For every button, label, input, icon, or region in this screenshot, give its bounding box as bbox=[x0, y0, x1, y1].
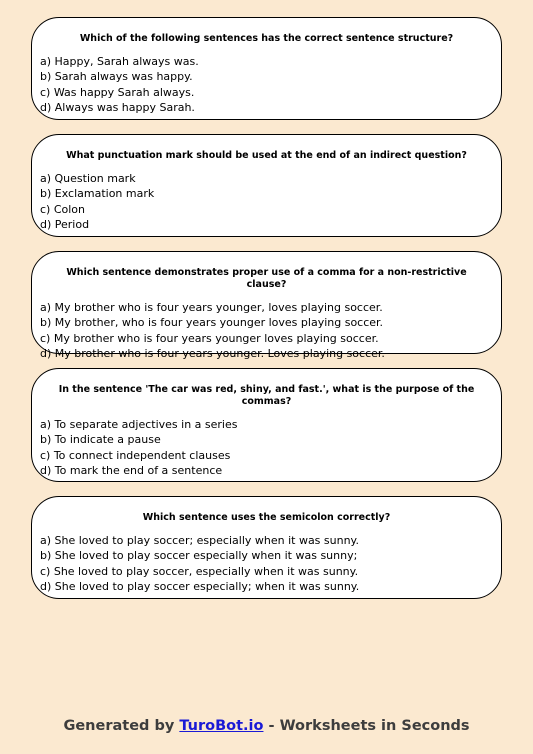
answer-option-d: d) Period bbox=[40, 217, 90, 231]
answer-options bbox=[32, 171, 501, 232]
answer-option-d: d) My brother who is four years younger. Loves playing soccer. bbox=[40, 346, 385, 360]
question-card-5 bbox=[31, 496, 502, 599]
turobot-link[interactable]: TuroBot.io bbox=[179, 718, 264, 734]
answer-option-b: b) Sarah always was happy. bbox=[40, 70, 193, 84]
answer-option-b: b) Exclamation mark bbox=[40, 187, 155, 201]
footer-prefix: Generated by bbox=[63, 718, 180, 734]
answer-option-a: a) She loved to play soccer; especially when it was sunny. bbox=[40, 534, 359, 547]
answer-option-d: d) Always was happy Sarah. bbox=[40, 100, 195, 114]
answer-option-d: d) To mark the end of a sentence bbox=[40, 463, 223, 477]
answer-option-c: c) My brother who is four years younger loves playing soccer. bbox=[40, 331, 379, 345]
answer-options bbox=[32, 54, 501, 115]
question-text: In the sentence 'The car was red, shiny, and fast.', what is the purpose of the commas? bbox=[58, 384, 475, 407]
answer-option-c: c) To connect independent clauses bbox=[40, 448, 231, 462]
answer-option-b: b) My brother, who is four years younger loves playing soccer. bbox=[40, 316, 384, 330]
question-card-2 bbox=[31, 134, 502, 237]
answer-options bbox=[32, 417, 501, 478]
question-card-1 bbox=[31, 17, 502, 120]
answer-option-a: a) Happy, Sarah always was. bbox=[40, 55, 199, 68]
footer bbox=[0, 718, 533, 734]
answer-option-a: a) To separate adjectives in a series bbox=[40, 418, 238, 431]
answer-option-c: c) She loved to play soccer, especially when it was sunny. bbox=[40, 564, 359, 578]
answer-option-c: c) Was happy Sarah always. bbox=[40, 85, 195, 99]
question-text: Which sentence demonstrates proper use of a comma for a non-restrictive clause? bbox=[66, 267, 467, 290]
question-text: Which sentence uses the semicolon correctly? bbox=[142, 512, 391, 523]
answer-options bbox=[32, 300, 501, 361]
footer-suffix: - Worksheets in Seconds bbox=[263, 718, 470, 734]
answer-options bbox=[32, 533, 501, 594]
question-text: Which of the following sentences has the correct sentence structure? bbox=[79, 33, 454, 44]
answer-option-d: d) She loved to play soccer especially; when it was sunny. bbox=[40, 579, 360, 593]
question-card-4 bbox=[31, 368, 502, 482]
question-text: What punctuation mark should be used at the end of an indirect question? bbox=[66, 150, 467, 161]
question-card-3 bbox=[31, 251, 502, 360]
answer-option-b: b) To indicate a pause bbox=[40, 433, 161, 447]
answer-option-a: a) My brother who is four years younger, loves playing soccer. bbox=[40, 301, 383, 314]
answer-option-c: c) Colon bbox=[40, 202, 86, 216]
answer-option-a: a) Question mark bbox=[40, 172, 136, 185]
answer-option-b: b) She loved to play soccer especially when it was sunny; bbox=[40, 549, 358, 563]
